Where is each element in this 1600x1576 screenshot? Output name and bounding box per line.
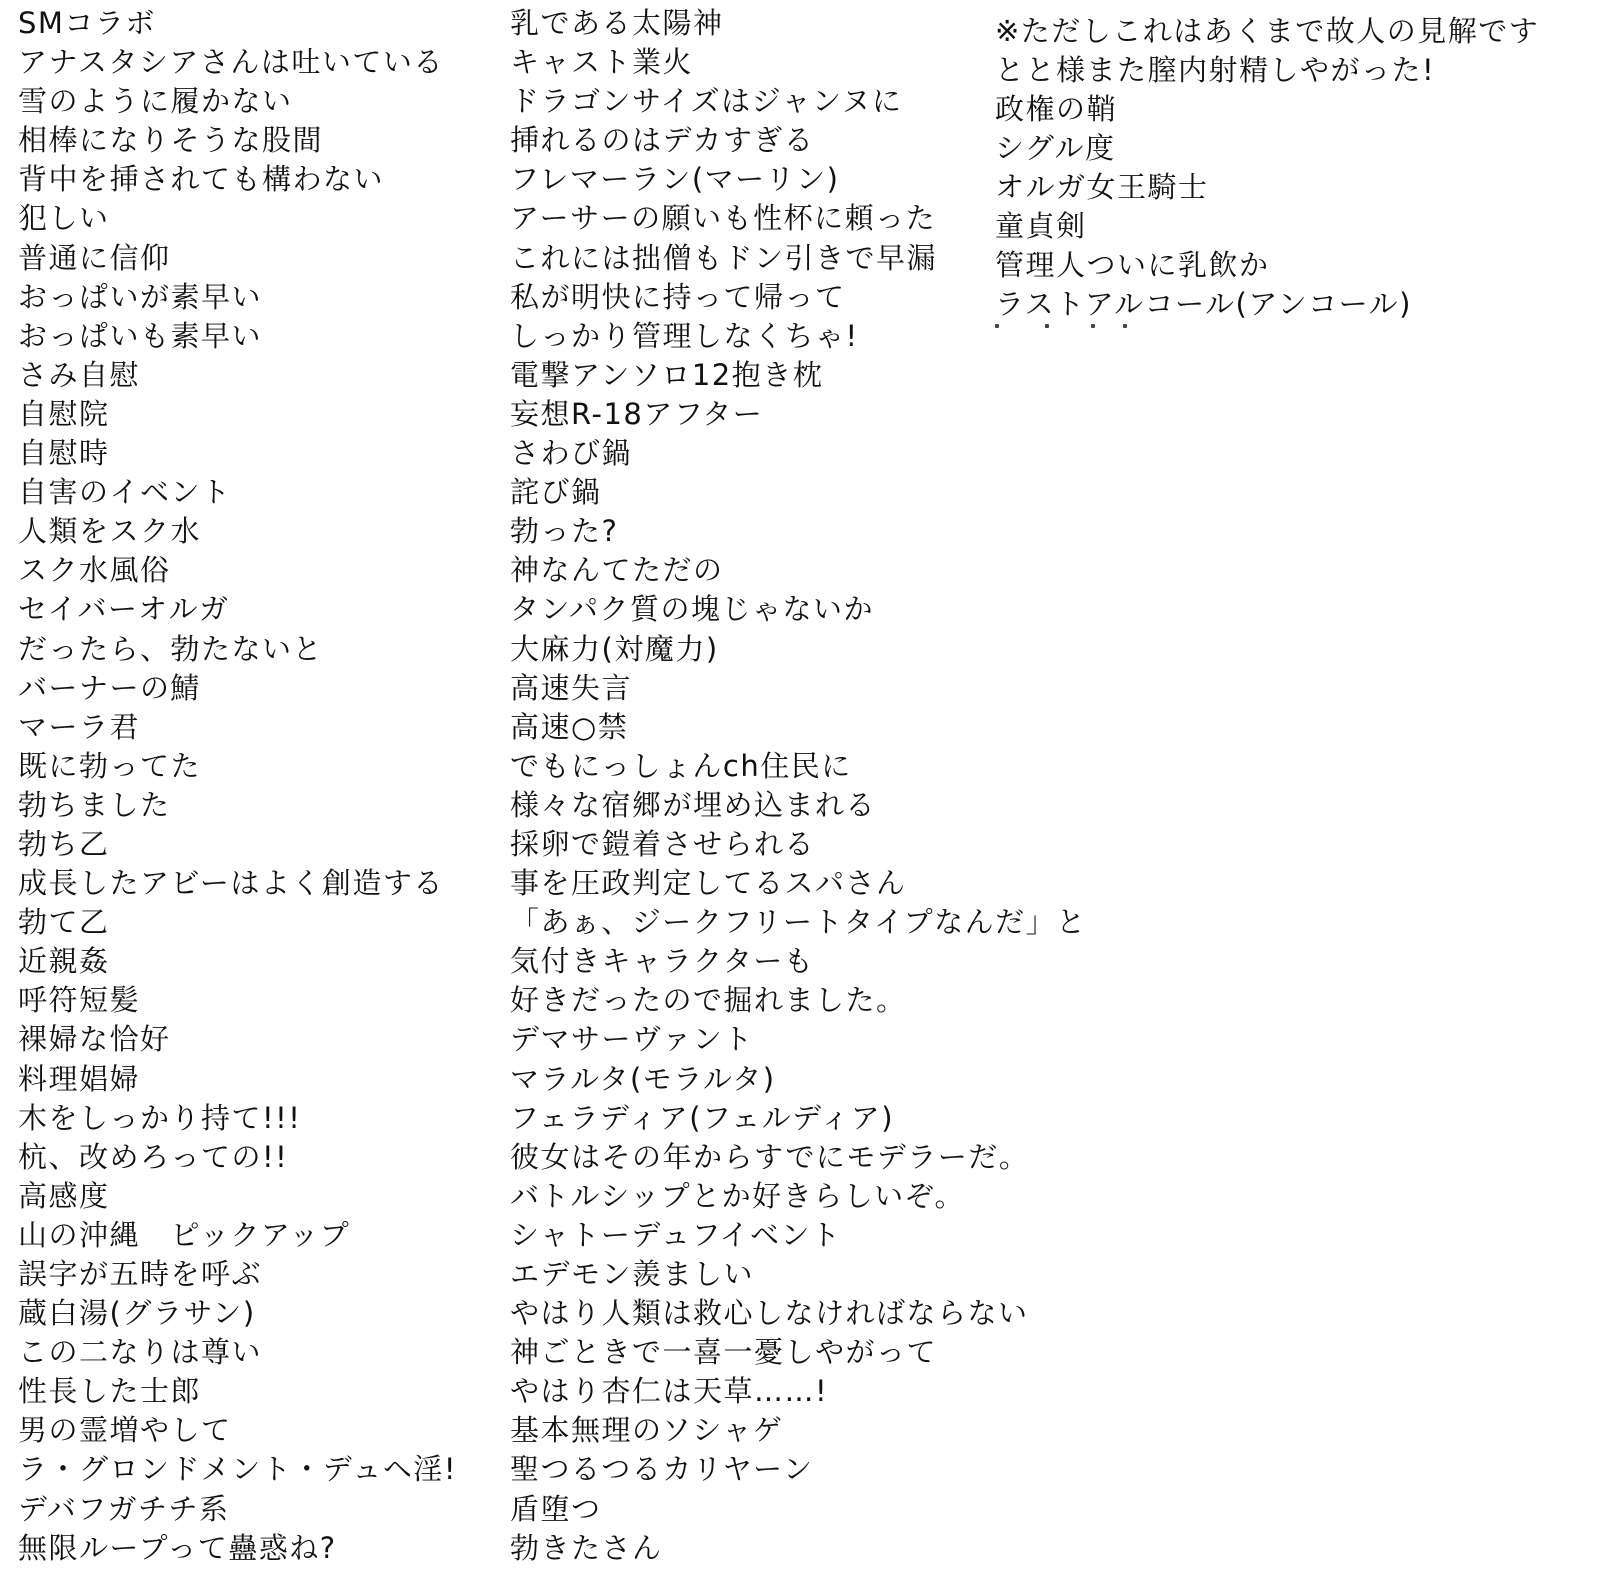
text-line: さわび鍋 — [510, 436, 633, 471]
text-line: 無限ループって蠱惑ね? — [18, 1530, 337, 1565]
text-line: 童貞剣 — [995, 209, 1087, 243]
text-line: 私が明快に持って帰って — [510, 279, 846, 314]
text-line: しっかり管理しなくちゃ! — [510, 318, 859, 353]
text-line: 木をしっかり持て!!! — [18, 1100, 302, 1135]
text-line: デマサーヴァント — [510, 1022, 754, 1057]
text-line: マーラ君 — [18, 709, 141, 744]
text-line: 神なんてただの — [510, 553, 724, 588]
text-line: 神ごときで一喜一憂しやがって — [510, 1335, 938, 1370]
text-line: シグル度 — [995, 131, 1116, 165]
text-line: 電撃アンソロ12抱き枕 — [510, 357, 824, 392]
text-line: 呼符短髪 — [18, 983, 141, 1018]
text-line: 勃った? — [510, 514, 619, 549]
text-line: マラルタ(モラルタ) — [510, 1061, 776, 1096]
text-line: 犯しい — [18, 201, 110, 236]
text-line: 勃ちました — [18, 787, 171, 822]
text-line: タンパク質の塊じゃないか — [510, 592, 874, 627]
text-line: 挿れるのはデカすぎる — [510, 123, 815, 158]
text-line: 乳である太陽神 — [510, 6, 724, 40]
text-line: 杭、改めろっての!! — [18, 1139, 289, 1174]
text-column-1 — [18, 4, 498, 1568]
text-line: 事を圧政判定してるスパさん — [510, 866, 907, 901]
text-line: でもにっしょんch住民に — [510, 748, 852, 783]
text-line: やはり杏仁は天草……! — [510, 1374, 829, 1409]
text-line: 妄想R-18アフター — [510, 396, 764, 431]
text-line: 彼女はその年からすでにモデラーだ。 — [510, 1139, 1030, 1174]
text-line: 男の霊増やして — [18, 1413, 232, 1448]
text-line: 成長したアビーはよく創造する — [18, 866, 444, 901]
text-line: デバフガチチ系 — [18, 1491, 230, 1526]
text-line: ※ただしこれはあくまで故人の見解です — [995, 14, 1540, 48]
text-line: さみ自慰 — [18, 357, 141, 392]
text-line: 既に勃ってた — [18, 748, 202, 783]
text-line: 詫び鍋 — [510, 475, 602, 510]
text-line: 気付きキャラクターも — [510, 944, 815, 979]
text-line: バーナーの鯖 — [18, 670, 202, 705]
text-line: 政権の鞘 — [995, 92, 1118, 126]
text-line: バトルシップとか好きらしいぞ。 — [510, 1178, 966, 1213]
text-line: ラストアルコール(アンコール) — [995, 287, 1412, 321]
cropped-text-fragment — [995, 322, 1155, 330]
text-line: 勃ち乙 — [18, 826, 110, 861]
text-line: 普通に信仰 — [18, 240, 171, 275]
text-line: フレマーラン(マーリン) — [510, 162, 840, 197]
text-line: 管理人ついに乳飲か — [995, 248, 1270, 282]
text-line: 人類をスク水 — [18, 514, 202, 549]
text-line: だったら、勃たないと — [18, 631, 324, 666]
text-line: 採卵で鎧着させられる — [510, 826, 816, 861]
text-line: 勃て乙 — [18, 905, 110, 940]
text-line: 盾堕つ — [510, 1491, 602, 1526]
text-line: 勃きたさん — [510, 1530, 663, 1565]
text-line: エデモン羨ましい — [510, 1257, 755, 1291]
text-line: セイバーオルガ — [18, 592, 230, 627]
text-line: アナスタシアさんは吐いている — [18, 45, 444, 80]
text-line: 山の沖縄 ピックアップ — [18, 1217, 351, 1252]
text-line: おっぱいが素早い — [18, 279, 263, 314]
text-line: SMコラボ — [18, 6, 156, 40]
text-line: 近親姦 — [18, 944, 110, 979]
text-line: 「あぁ、ジークフリートタイプなんだ」と — [510, 905, 1087, 940]
text-line: アーサーの願いも性杯に頼った — [510, 201, 937, 236]
text-line: この二なりは尊い — [18, 1335, 263, 1370]
text-line: 蔵白湯(グラサン) — [18, 1296, 256, 1331]
text-line: フェラディア(フェルディア) — [510, 1100, 895, 1135]
text-line: オルガ女王騎士 — [995, 170, 1209, 204]
text-line: キャスト業火 — [510, 45, 694, 80]
text-line: とと様また膣内射精しやがった! — [995, 53, 1436, 87]
text-line: 料理娼婦 — [18, 1061, 141, 1096]
text-line: 聖つるつるカリヤーン — [510, 1452, 814, 1487]
text-line: シャトーデュフイベント — [510, 1217, 842, 1252]
text-line: やはり人類は救心しなければならない — [510, 1296, 1029, 1331]
text-line: 自害のイベント — [18, 475, 232, 510]
text-line: 誤字が五時を呼ぶ — [18, 1257, 263, 1291]
text-line: 好きだったので掘れました。 — [510, 983, 907, 1018]
text-line: 雪のように履かない — [18, 84, 293, 119]
text-line: 自慰時 — [18, 436, 110, 471]
text-line: 様々な宿郷が埋め込まれる — [510, 787, 877, 822]
text-line: 基本無理のソシャゲ — [510, 1413, 784, 1448]
text-line: 相棒になりそうな股間 — [18, 123, 324, 158]
text-line: 性長した士郎 — [18, 1374, 202, 1409]
text-line: 大麻力(対魔力) — [510, 631, 719, 666]
text-line: ラ・グロンドメント・デュヘ淫! — [18, 1452, 457, 1487]
text-column-3 — [995, 12, 1595, 324]
text-line: ドラゴンサイズはジャンヌに — [510, 84, 903, 119]
text-line: 自慰院 — [18, 396, 110, 431]
text-line: おっぱいも素早い — [18, 318, 263, 353]
text-line: 高速○禁 — [510, 709, 629, 744]
text-line: 背中を挿されても構わない — [18, 162, 385, 197]
text-line: 高感度 — [18, 1178, 110, 1213]
text-line: スク水風俗 — [18, 553, 171, 588]
text-line: 裸婦な恰好 — [18, 1022, 171, 1057]
text-line: これには拙僧もドン引きで早漏 — [510, 240, 938, 275]
text-line: 高速失言 — [510, 670, 633, 705]
